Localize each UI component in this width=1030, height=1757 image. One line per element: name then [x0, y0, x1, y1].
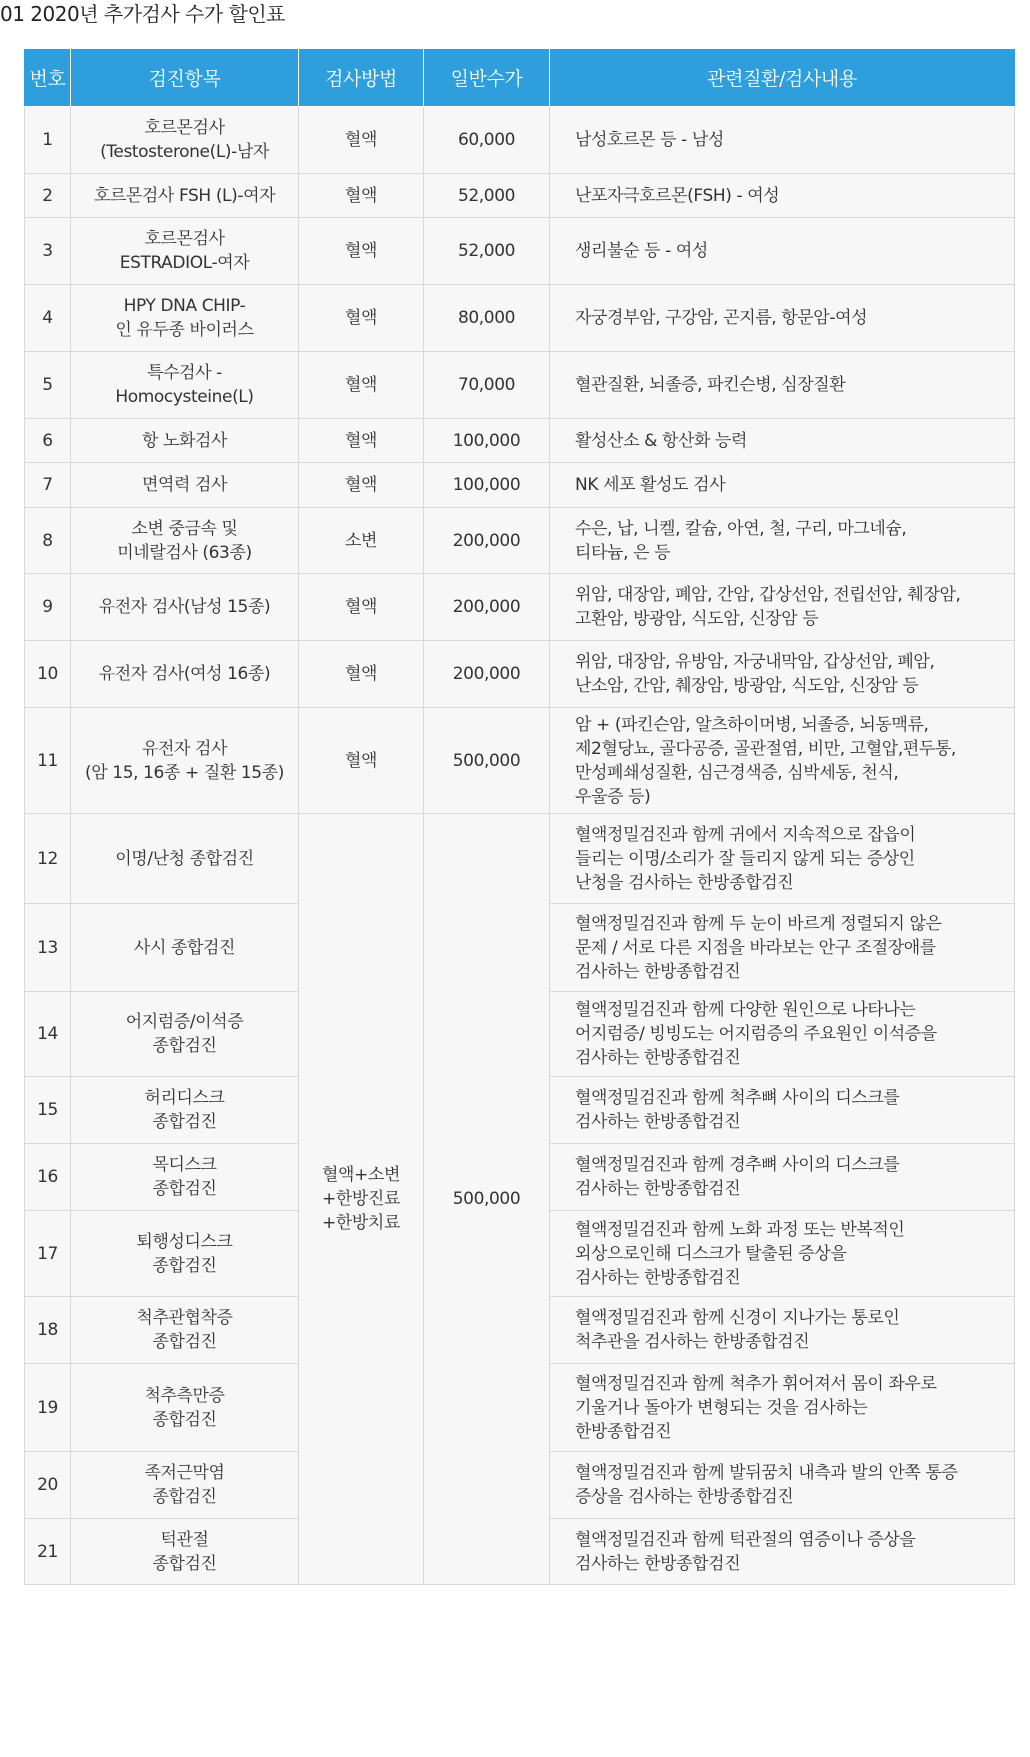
related-conditions-line: 검사하는 한방종합검진: [575, 1112, 741, 1132]
exam-item: [71, 107, 299, 174]
test-method-line: 혈액: [344, 597, 378, 617]
related-conditions-line: 티타늄, 은 등: [575, 542, 671, 563]
related-conditions-line: 혈액정밀검진과 함께 경추뼈 사이의 디스크를: [575, 1155, 900, 1175]
related-conditions-line: 척추관을 검사하는 한방종합검진: [575, 1332, 810, 1352]
test-method-line: 혈액: [344, 750, 378, 771]
exam-item-line: 유전자 검사(남성 15종): [98, 597, 271, 617]
combined-test-method-line: +한방치료: [322, 1213, 400, 1233]
table-body: [25, 107, 1015, 1585]
row-number: 2: [25, 174, 71, 218]
row-number: 9: [25, 574, 71, 641]
test-method: [299, 174, 424, 218]
table-row: [25, 419, 1015, 463]
related-conditions: [550, 1077, 1015, 1144]
exam-item: [71, 352, 299, 419]
row-number: 8: [25, 508, 71, 574]
test-method: [299, 508, 424, 574]
exam-item: [71, 574, 299, 641]
related-conditions: [550, 1364, 1015, 1452]
row-number: 17: [25, 1211, 71, 1297]
related-conditions: [550, 285, 1015, 352]
exam-item: [71, 708, 299, 814]
related-conditions-line: 검사하는 한방종합검진: [575, 1553, 741, 1574]
table-row: [25, 641, 1015, 708]
combined-standard-fee: 500,000: [424, 814, 550, 1585]
related-conditions-line: 활성산소 & 항산화 능력: [575, 430, 748, 451]
related-conditions: [550, 1297, 1015, 1364]
related-conditions: [550, 992, 1015, 1077]
related-conditions-line: 혈액정밀검진과 함께 발뒤꿈치 내측과 발의 안쪽 통증: [575, 1463, 958, 1483]
related-conditions-line: 암 + (파킨슨암, 알츠하이머병, 뇌졸증, 뇌동맥류,: [575, 714, 929, 735]
exam-item-line: 종합검진: [152, 1487, 217, 1507]
related-conditions: [550, 1211, 1015, 1297]
exam-item-line: 면역력 검사: [141, 475, 228, 495]
related-conditions-line: 수은, 납, 니켈, 칼슘, 아연, 철, 구리, 마그네슘,: [575, 518, 907, 539]
table-row: [25, 508, 1015, 574]
test-method-line: 혈액: [344, 185, 378, 206]
exam-item-line: 퇴행성디스크: [136, 1231, 233, 1252]
related-conditions-line: 혈액정밀검진과 함께 다양한 원인으로 나타나는: [575, 1000, 916, 1020]
related-conditions-line: 기울거나 돌아가 변형되는 것을 검사하는: [575, 1397, 868, 1418]
exam-item-line: 사시 종합검진: [133, 937, 236, 958]
exam-item: [71, 1364, 299, 1452]
related-conditions-line: 문제 / 서로 다른 지점을 바라보는 안구 조절장애를: [575, 937, 936, 958]
related-conditions-line: 혈액정밀검진과 함께 신경이 지나가는 통로인: [575, 1308, 900, 1328]
exam-item-line: 호르몬검사: [144, 118, 225, 138]
standard-fee: 60,000: [424, 107, 550, 174]
standard-fee: 200,000: [424, 641, 550, 708]
related-conditions-line: 외상으로인해 디스크가 탈출된 증상을: [575, 1243, 847, 1264]
exam-item: [71, 463, 299, 508]
row-number: 18: [25, 1297, 71, 1364]
test-method-line: 혈액: [344, 241, 378, 261]
related-conditions-line: 위암, 대장암, 폐암, 간암, 갑상선암, 전립선암, 췌장암,: [575, 585, 961, 605]
exam-item: [71, 1211, 299, 1297]
exam-item: [71, 814, 299, 904]
related-conditions-line: 혈액정밀검진과 함께 노화 과정 또는 반복적인: [575, 1219, 905, 1240]
related-conditions: [550, 574, 1015, 641]
row-number: 15: [25, 1077, 71, 1144]
combined-test-method-line: 혈액+소변: [322, 1165, 400, 1185]
table-row: [25, 463, 1015, 508]
related-conditions: [550, 508, 1015, 574]
related-conditions-line: 혈액정밀검진과 함께 턱관절의 염증이나 증상을: [575, 1529, 916, 1550]
related-conditions-line: 증상을 검사하는 한방종합검진: [575, 1487, 794, 1507]
related-conditions-line: 한방종합검진: [575, 1421, 672, 1442]
row-number: 7: [25, 463, 71, 508]
exam-item-line: 목디스크: [152, 1155, 217, 1175]
exam-item-line: ESTRADIOL-여자: [119, 253, 250, 273]
exam-item-line: (Testosterone(L)-남자: [100, 142, 269, 162]
exam-item: [71, 641, 299, 708]
table-row: [25, 285, 1015, 352]
exam-item-line: 척추측만증: [144, 1385, 225, 1406]
related-conditions: [550, 107, 1015, 174]
table-header-row: [25, 49, 1015, 107]
row-number: 4: [25, 285, 71, 352]
row-number: 12: [25, 814, 71, 904]
related-conditions-line: 들리는 이명/소리가 잘 들리지 않게 되는 증상인: [575, 848, 915, 869]
row-number: 11: [25, 708, 71, 814]
exam-item-line: 종합검진: [152, 1409, 217, 1430]
exam-item-line: 유전자 검사: [141, 738, 228, 759]
exam-item-line: 미네랄검사 (63종): [117, 542, 252, 563]
exam-item-line: 족저근막염: [144, 1463, 225, 1483]
exam-item-line: Homocysteine(L): [115, 387, 254, 407]
related-conditions: [550, 904, 1015, 992]
exam-item-line: 허리디스크: [144, 1088, 225, 1108]
table-row: [25, 814, 1015, 904]
related-conditions-line: 자궁경부암, 구강암, 곤지름, 항문암-여성: [575, 308, 868, 328]
standard-fee: 80,000: [424, 285, 550, 352]
related-conditions: [550, 463, 1015, 508]
row-number: 21: [25, 1519, 71, 1585]
table-row: [25, 174, 1015, 218]
table-row: [25, 574, 1015, 641]
standard-fee: 500,000: [424, 708, 550, 814]
exam-item: [71, 1519, 299, 1585]
exam-item-line: 호르몬검사 FSH (L)-여자: [93, 185, 276, 206]
exam-item-line: 종합검진: [152, 1036, 217, 1056]
related-conditions: [550, 352, 1015, 419]
test-method: [299, 285, 424, 352]
standard-fee: 52,000: [424, 174, 550, 218]
related-conditions-line: 검사하는 한방종합검진: [575, 961, 741, 982]
row-number: 14: [25, 992, 71, 1077]
related-conditions-line: 난소암, 간암, 췌장암, 방광암, 식도암, 신장암 등: [575, 676, 919, 696]
related-conditions: [550, 174, 1015, 218]
table-row: [25, 352, 1015, 419]
page-title: 01 2020년 추가검사 수가 할인표: [0, 2, 285, 26]
exam-item-line: 종합검진: [152, 1112, 217, 1132]
standard-fee: 52,000: [424, 218, 550, 285]
header-exam-item: 검진항목: [71, 49, 299, 107]
test-method: [299, 708, 424, 814]
related-conditions-line: NK 세포 활성도 검사: [575, 475, 726, 495]
standard-fee: 70,000: [424, 352, 550, 419]
related-conditions: [550, 1452, 1015, 1519]
exam-item: [71, 1144, 299, 1211]
related-conditions-line: 검사하는 한방종합검진: [575, 1267, 741, 1288]
test-method: [299, 574, 424, 641]
exam-item-line: 종합검진: [152, 1553, 217, 1574]
row-number: 19: [25, 1364, 71, 1452]
row-number: 10: [25, 641, 71, 708]
exam-item: [71, 1452, 299, 1519]
exam-item-line: 호르몬검사: [144, 229, 225, 249]
related-conditions-line: 생리불순 등 - 여성: [575, 241, 708, 261]
exam-item-line: 척추관협착증: [136, 1308, 233, 1328]
test-method-line: 혈액: [344, 130, 378, 150]
fee-table: [24, 49, 1015, 1585]
exam-item-line: 항 노화검사: [141, 430, 228, 451]
exam-item: [71, 218, 299, 285]
table-row: [25, 218, 1015, 285]
related-conditions-line: 우울증 등): [575, 786, 651, 807]
related-conditions: [550, 641, 1015, 708]
row-number: 1: [25, 107, 71, 174]
related-conditions: [550, 1144, 1015, 1211]
exam-item-line: 소변 중금속 및: [131, 518, 238, 539]
combined-test-method: [299, 814, 424, 1585]
related-conditions-line: 검사하는 한방종합검진: [575, 1179, 741, 1199]
header-related-conditions: 관련질환/검사내용: [550, 49, 1015, 107]
related-conditions-line: 위암, 대장암, 유방암, 자궁내막암, 갑상선암, 폐암,: [575, 652, 935, 672]
related-conditions: [550, 218, 1015, 285]
exam-item-line: 종합검진: [152, 1332, 217, 1352]
related-conditions-line: 혈액정밀검진과 함께 귀에서 지속적으로 잡읍이: [575, 824, 916, 845]
row-number: 16: [25, 1144, 71, 1211]
standard-fee: 100,000: [424, 419, 550, 463]
related-conditions-line: 혈액정밀검진과 함께 척추가 휘어져서 몸이 좌우로: [575, 1373, 937, 1394]
row-number: 6: [25, 419, 71, 463]
exam-item-line: 종합검진: [152, 1179, 217, 1199]
related-conditions-line: 검사하는 한방종합검진: [575, 1048, 741, 1068]
exam-item: [71, 904, 299, 992]
related-conditions-line: 난청을 검사하는 한방종합검진: [575, 872, 794, 893]
related-conditions: [550, 419, 1015, 463]
standard-fee: 200,000: [424, 508, 550, 574]
exam-item-line: (암 15, 16종 + 질환 15종): [85, 762, 284, 783]
standard-fee: 100,000: [424, 463, 550, 508]
row-number: 20: [25, 1452, 71, 1519]
row-number: 3: [25, 218, 71, 285]
row-number: 5: [25, 352, 71, 419]
test-method: [299, 419, 424, 463]
exam-item: [71, 1297, 299, 1364]
related-conditions-line: 혈액정밀검진과 함께 척추뼈 사이의 디스크를: [575, 1088, 900, 1108]
table-row: [25, 107, 1015, 174]
related-conditions-line: 만성폐쇄성질환, 심근경색증, 심박세동, 천식,: [575, 762, 899, 783]
exam-item-line: 이명/난청 종합검진: [115, 848, 254, 869]
exam-item: [71, 992, 299, 1077]
test-method-line: 혈액: [344, 308, 378, 328]
related-conditions-line: 남성호르몬 등 - 남성: [575, 130, 724, 150]
row-number: 13: [25, 904, 71, 992]
related-conditions-line: 혈관질환, 뇌졸증, 파킨슨병, 심장질환: [575, 375, 846, 395]
test-method-line: 소변: [344, 530, 378, 551]
header-standard-fee: 일반수가: [424, 49, 550, 107]
related-conditions: [550, 708, 1015, 814]
exam-item: [71, 285, 299, 352]
test-method: [299, 352, 424, 419]
exam-item: [71, 508, 299, 574]
exam-item-line: 인 유두종 바이러스: [115, 320, 254, 340]
related-conditions: [550, 1519, 1015, 1585]
exam-item: [71, 1077, 299, 1144]
test-method-line: 혈액: [344, 375, 378, 395]
exam-item: [71, 174, 299, 218]
exam-item: [71, 419, 299, 463]
exam-item-line: 턱관절: [160, 1529, 209, 1550]
exam-item-line: HPY DNA CHIP-: [123, 296, 246, 316]
related-conditions-line: 혈액정밀검진과 함께 두 눈이 바르게 정렬되지 않은: [575, 913, 942, 934]
header-test-method: 검사방법: [299, 49, 424, 107]
combined-test-method-line: +한방진료: [322, 1189, 400, 1209]
related-conditions-line: 난포자극호르몬(FSH) - 여성: [575, 185, 780, 206]
test-method: [299, 107, 424, 174]
test-method-line: 혈액: [344, 430, 378, 451]
exam-item-line: 유전자 검사(여성 16종): [98, 664, 271, 684]
test-method-line: 혈액: [344, 475, 378, 495]
table-row: [25, 708, 1015, 814]
related-conditions: [550, 814, 1015, 904]
test-method: [299, 641, 424, 708]
related-conditions-line: 어지럼증/ 빙빙도는 어지럼증의 주요원인 이석증을: [575, 1024, 937, 1044]
exam-item-line: 어지럼증/이석증: [125, 1012, 244, 1032]
test-method: [299, 463, 424, 508]
test-method-line: 혈액: [344, 664, 378, 684]
related-conditions-line: 고환암, 방광암, 식도암, 신장암 등: [575, 609, 819, 629]
test-method: [299, 218, 424, 285]
related-conditions-line: 제2혈당뇨, 골다공증, 골관절염, 비만, 고혈압,편두통,: [575, 738, 956, 759]
standard-fee: 200,000: [424, 574, 550, 641]
header-number: 번호: [25, 49, 71, 107]
exam-item-line: 특수검사 -: [147, 363, 222, 383]
exam-item-line: 종합검진: [152, 1255, 217, 1276]
